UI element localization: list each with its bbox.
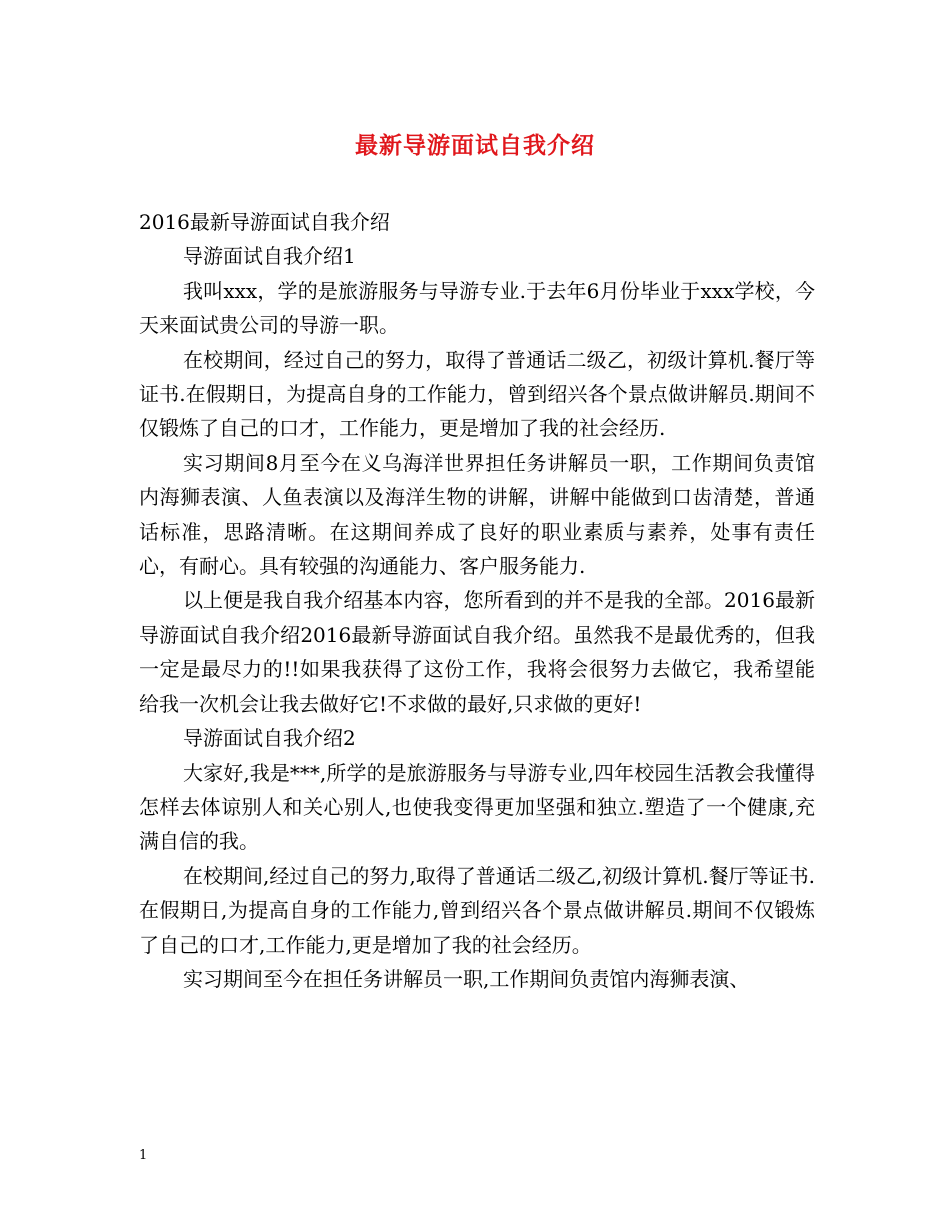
paragraph: 实习期间8月至今在义乌海洋世界担任务讲解员一职，工作期间负责馆内海狮表演、人鱼表演以及海洋生物的讲解，讲解中能做到口齿清楚，普通话标准，思路清晰。在这期间养成了良好的职业素质与素养，处事有责任心，有耐心。具有较强的沟通能力、客户服务能力. (139, 450, 815, 579)
paragraph: 导游面试自我介绍1 (183, 244, 356, 269)
paragraph: 导游面试自我介绍2 (183, 726, 356, 751)
paragraph: 大家好,我是***,所学的是旅游服务与导游专业,四年校园生活教会我懂得怎样去体谅别人和关心别人,也使我变得更加坚强和独立.塑造了一个健康,充满自信的我。 (139, 760, 815, 854)
paragraph: 以上便是我自我介绍基本内容，您所看到的并不是我的全部。2016最新导游面试自我介绍2016最新导游面试自我介绍。虽然我不是最优秀的，但我一定是最尽力的!!如果我获得了这份工作，我将会很努力去做它，我希望能给我一次机会让我去做好它!不求做的最好,只求做的更好! (139, 588, 815, 716)
paragraph: 在校期间，经过自己的努力，取得了普通话二级乙，初级计算机.餐厅等证书.在假期日，为提高自身的工作能力，曾到绍兴各个景点做讲解员.期间不仅锻炼了自己的口才，工作能力，更是增加了我的社会经历. (139, 347, 815, 441)
document-title: 最新导游面试自我介绍 (355, 133, 595, 159)
paragraph: 实习期间至今在担任务讲解员一职,工作期间负责馆内海狮表演、 (183, 966, 750, 991)
paragraph: 2016最新导游面试自我介绍 (139, 210, 390, 234)
document-body (139, 205, 815, 996)
paragraph: 在校期间,经过自己的努力,取得了普通话二级乙,初级计算机.餐厅等证书.在假期日,为提高自身的工作能力,曾到绍兴各个景点做讲解员.期间不仅锻炼了自己的口才,工作能力,更是增加了我的社会经历。 (139, 863, 815, 957)
paragraph: 我叫xxx，学的是旅游服务与导游专业.于去年6月份毕业于xxx学校，今天来面试贵公司的导游一职。 (139, 278, 815, 338)
page-number: 1 (139, 1148, 148, 1163)
